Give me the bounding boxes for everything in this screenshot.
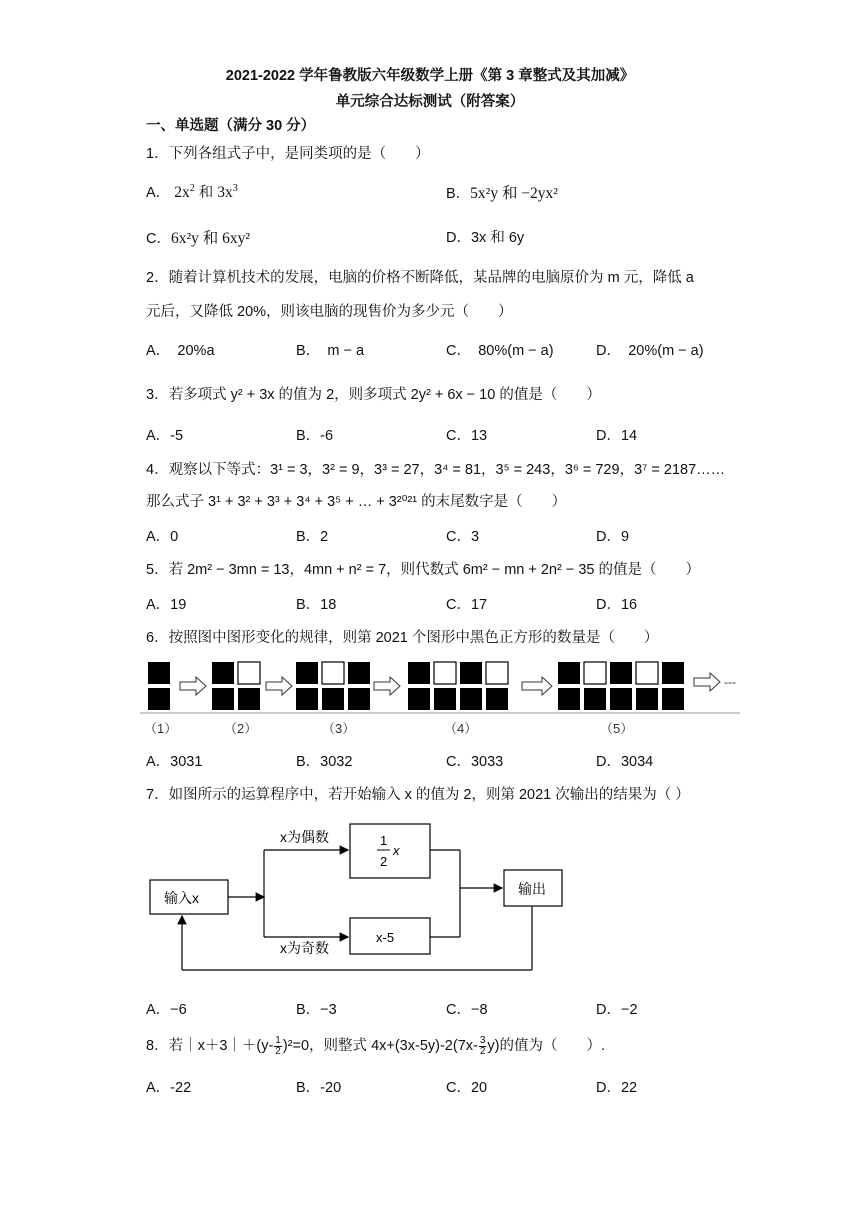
q6-fig3-square xyxy=(296,662,318,684)
q6-arrow-icon xyxy=(522,677,552,695)
q6-continuation-dots: --- xyxy=(724,675,736,689)
q6-arrow-icon xyxy=(374,677,400,695)
q8-option-a: A．-22 xyxy=(146,1080,192,1096)
q6-option-c: C．3033 xyxy=(446,754,504,770)
q6-fig4-square xyxy=(434,688,456,710)
q1-option-c-text: 6x²y 和 6xy² xyxy=(170,230,251,247)
q6-fig5-square xyxy=(584,662,606,684)
q8-fraction-three-halves: $\frac{3}{2}$ xyxy=(479,1034,486,1057)
q6-option-a: A．3031 xyxy=(146,754,203,770)
q1-option-c xyxy=(146,226,250,248)
q6-fig5-square xyxy=(558,662,580,684)
q6-arrow-icon xyxy=(180,677,206,695)
q8-option-d: D．22 xyxy=(596,1080,638,1096)
q1-option-d-text: 3x 和 6y xyxy=(470,230,525,246)
q7-half-variable: x xyxy=(393,843,400,858)
q3-option-c: C．13 xyxy=(446,428,488,444)
q6-fig5-square xyxy=(662,662,684,684)
q3-option-d: D．14 xyxy=(596,428,638,444)
q8-option-b: B．-20 xyxy=(296,1080,342,1096)
q1-option-b-text: 5x²y 和 −2yx² xyxy=(470,185,558,202)
q6-fig3-label: （3） xyxy=(322,721,356,736)
q8-stem-part2: )²=0，则整式 4x+(3x-5y)-2(7x- xyxy=(282,1038,478,1054)
q3-option-a: A．-5 xyxy=(146,428,184,444)
q6-fig3-square xyxy=(348,688,370,710)
q7-output-label: 输出 xyxy=(518,881,546,897)
q6-fig3-square xyxy=(322,688,344,710)
q6-fig4-square xyxy=(408,688,430,710)
q6-arrow-icon xyxy=(266,677,292,695)
q6-fig5-label: （5） xyxy=(600,721,634,736)
q6-fig3-square xyxy=(348,662,370,684)
q6-fig5-square xyxy=(636,688,658,710)
q1-option-a xyxy=(146,181,238,202)
q1-option-a-label: A． xyxy=(146,185,171,201)
q6-fig4-label: （4） xyxy=(444,721,478,736)
q3-option-b: B．-6 xyxy=(296,428,334,444)
q2-option-c: C． 80%(m − a) xyxy=(446,343,554,359)
q2-option-a: A． 20%a xyxy=(146,343,215,359)
q6-stem: 6．按照图中图形变化的规律，则第 2021 个图形中黑色正方形的数量是（ ） xyxy=(146,630,659,646)
q8-stem-part1: 8．若｜x＋3｜＋(y- xyxy=(146,1038,274,1054)
worksheet-subtitle: 单元综合达标测试（附答案） xyxy=(335,94,525,110)
q6-fig5-square xyxy=(662,688,684,710)
worksheet-title: 2021-2022 学年鲁教版六年级数学上册《第 3 章整式及其加减》 xyxy=(225,68,635,84)
q7-flowchart xyxy=(140,810,580,980)
q6-fig4-square xyxy=(486,662,508,684)
q1-option-d-label: D． xyxy=(446,230,471,246)
q7-half-numerator: 1 xyxy=(380,833,388,848)
q4-option-b: B．2 xyxy=(296,529,329,545)
q7-odd-label: x为奇数 xyxy=(280,940,329,956)
q2-option-d: D． 20%(m − a) xyxy=(596,343,704,359)
q6-fig3-square xyxy=(322,662,344,684)
q3-stem: 3．若多项式 y² + 3x 的值为 2，则多项式 2y² + 6x − 10 的值是（ ） xyxy=(146,387,601,403)
q6-fig4-square xyxy=(434,662,456,684)
q6-fig5-square xyxy=(610,662,632,684)
q4-stem-line2: 那么式子 3¹ + 3² + 3³ + 3⁴ + 3⁵ + … + 3²⁰²¹ 的末尾数字是（ ） xyxy=(146,494,567,510)
q1-option-a-and: 和 xyxy=(198,185,214,201)
q6-fig4-square xyxy=(486,688,508,710)
q5-option-b: B．18 xyxy=(296,597,337,613)
q1-stem: 1．下列各组式子中，是同类项的是（ ） xyxy=(146,146,430,162)
q6-option-b: B．3032 xyxy=(296,754,353,770)
q4-option-d: D．9 xyxy=(596,529,630,545)
q6-fig5-square xyxy=(636,662,658,684)
q6-fig5-square xyxy=(610,688,632,710)
q7-stem: 7．如图所示的运算程序中，若开始输入 x 的值为 2，则第 2021 次输出的结果为（ ） xyxy=(146,787,690,803)
q4-stem-line1: 4．观察以下等式：3¹ = 3，3² = 9，3³ = 27，3⁴ = 81，3⁵ = 243，3⁶ = 729，3⁷ = 2187…… xyxy=(146,462,726,478)
section-heading: 一、单选题（满分 30 分） xyxy=(146,118,316,134)
q4-option-c: C．3 xyxy=(446,529,480,545)
q8-stem xyxy=(146,1034,605,1057)
q7-half-box xyxy=(350,824,430,878)
q7-half-denominator: 2 xyxy=(380,854,388,869)
q7-option-a: A．−6 xyxy=(146,1002,187,1018)
q8-fraction-half: $\frac{1}{2}$ xyxy=(275,1034,281,1057)
q6-fig3-square xyxy=(296,688,318,710)
q6-fig2-label: （2） xyxy=(224,721,258,736)
q8-option-c: C．20 xyxy=(446,1080,488,1096)
q1-option-b xyxy=(446,181,558,203)
q7-even-label: x为偶数 xyxy=(280,829,329,845)
q7-option-b: B．−3 xyxy=(296,1002,337,1018)
q6-fig1-square xyxy=(148,688,170,710)
q7-option-d: D．−2 xyxy=(596,1002,638,1018)
q6-pattern-figure xyxy=(140,654,750,740)
q5-option-a: A．19 xyxy=(146,597,187,613)
q6-fig1-square xyxy=(148,662,170,684)
q6-fig2-square xyxy=(238,688,260,710)
q5-option-d: D．16 xyxy=(596,597,638,613)
q8-stem-part3: y)的值为（ ）. xyxy=(487,1038,606,1054)
q4-option-a: A．0 xyxy=(146,529,179,545)
q7-input-label: 输入x xyxy=(164,890,199,906)
q6-arrow-icon xyxy=(694,673,720,691)
q6-fig5-square xyxy=(558,688,580,710)
q2-stem-line2: 元后，又降低 20%，则该电脑的现售价为多少元（ ） xyxy=(146,304,513,320)
q6-fig4-square xyxy=(408,662,430,684)
q6-fig1-label: （1） xyxy=(144,721,178,736)
q6-fig2-square xyxy=(212,662,234,684)
q1-option-b-label: B． xyxy=(446,186,471,202)
q1-option-a-expr2: $3x^3$ xyxy=(217,182,238,201)
q6-fig5-square xyxy=(584,688,606,710)
q2-stem-line1: 2．随着计算机技术的发展，电脑的价格不断降低，某品牌的电脑原价为 m 元，降低 a xyxy=(146,270,694,286)
q7-minus-label: x-5 xyxy=(376,930,395,945)
q1-option-a-expr1: $2x^2$ xyxy=(174,182,195,201)
q6-fig2-square xyxy=(212,688,234,710)
q6-fig4-square xyxy=(460,662,482,684)
q1-option-c-label: C． xyxy=(146,231,171,247)
q7-option-c: C．−8 xyxy=(446,1002,488,1018)
q6-fig4-square xyxy=(460,688,482,710)
q1-option-d xyxy=(446,226,524,247)
q5-option-c: C．17 xyxy=(446,597,488,613)
q2-option-b: B． m − a xyxy=(296,343,365,359)
q6-fig2-square xyxy=(238,662,260,684)
q6-option-d: D．3034 xyxy=(596,754,654,770)
q5-stem: 5．若 2m² − 3mn = 13，4mn + n² = 7，则代数式 6m² − mn + 2n² − 35 的值是（ ） xyxy=(146,562,700,578)
